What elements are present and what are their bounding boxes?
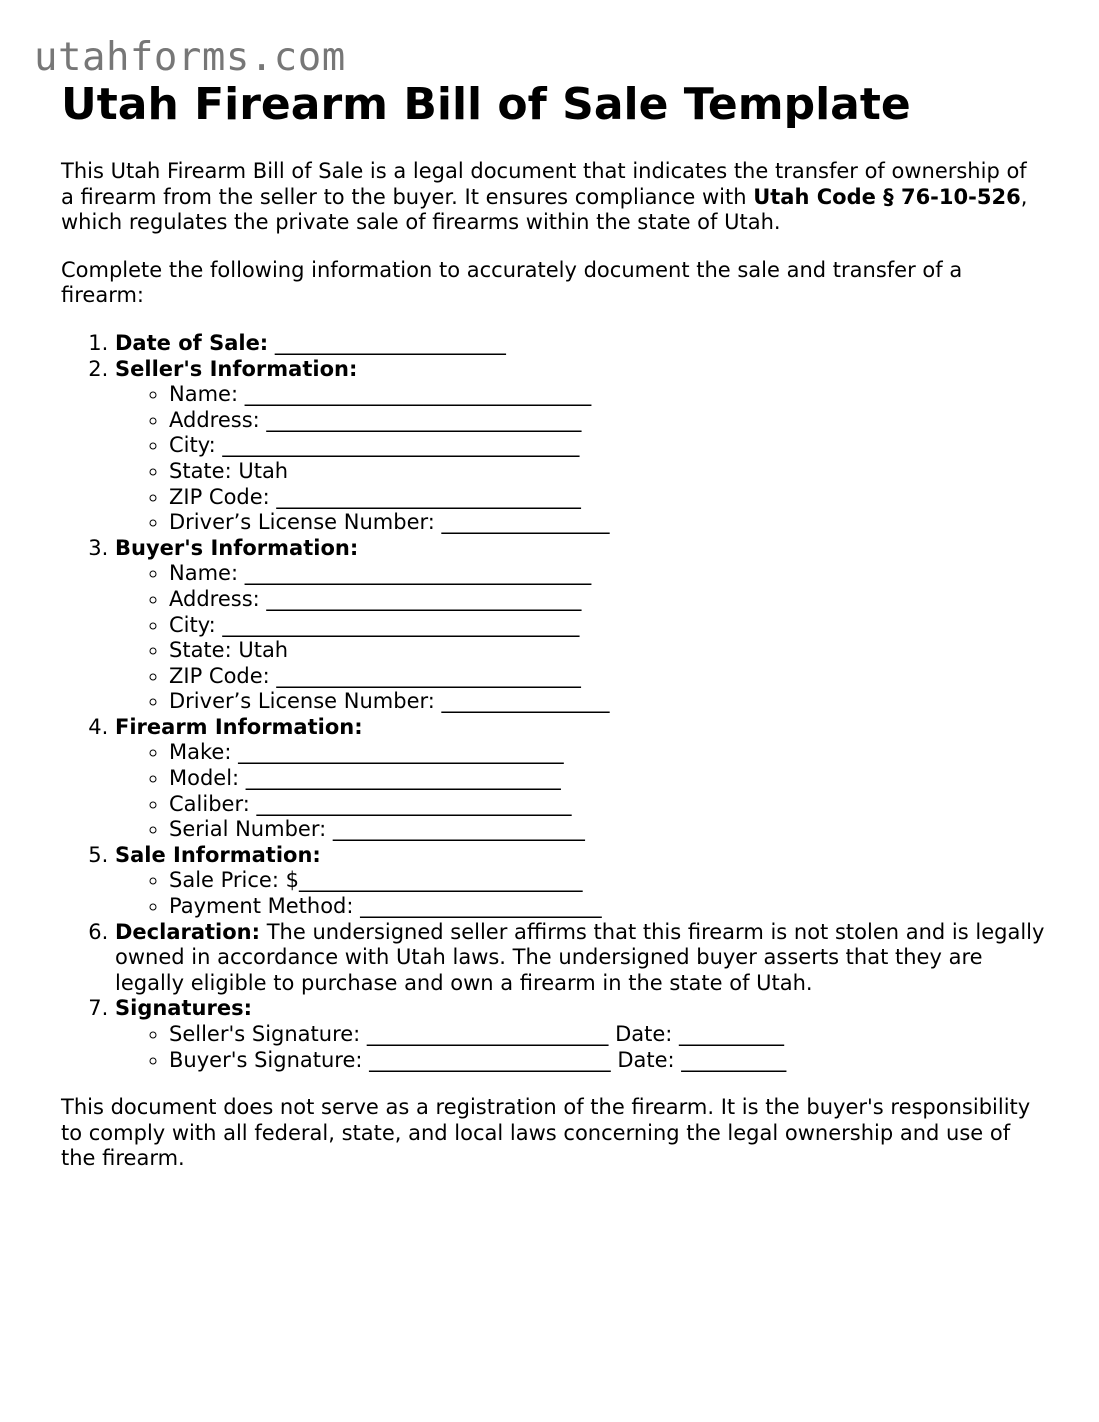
date-of-sale-label: Date of Sale: — [115, 330, 269, 355]
intro-text-2: , which regulates the private sale of firearms within the state of Utah. — [61, 184, 1028, 235]
seller-state-field: ◦ State: Utah — [169, 459, 1046, 485]
seller-name-field: ◦ Name: _________________________________ — [169, 382, 1046, 408]
footer-disclaimer: This document does not serve as a registration of the firearm. It is the buyer's responsibility to comply with all federal, state, and local laws concerning the legal ownership and use of the firearm. — [61, 1095, 1031, 1171]
firearm-serial-field: ◦ Serial Number: ________________________ — [169, 817, 1046, 843]
buyer-city-field: ◦ City: __________________________________ — [169, 613, 1046, 639]
site-watermark: utahforms.com — [34, 35, 346, 80]
section-declaration — [115, 920, 1046, 997]
section-sale-information — [115, 843, 1046, 920]
date-of-sale-field: ______________________ — [268, 330, 506, 355]
declaration-text: The undersigned seller affirms that this firearm is not stolen and is legally owned in accordance with Utah laws. The undersigned buyer asserts that they are legally eligible to purchase and own a firearm in the state of Utah. — [115, 919, 1045, 995]
intro-paragraph — [61, 159, 1046, 236]
section-seller-information — [115, 357, 1046, 536]
document-body — [61, 159, 1046, 1194]
seller-license-field: ◦ Driver’s License Number: ________________ — [169, 510, 1046, 536]
seller-information-heading: Seller's Information: — [115, 356, 358, 381]
firearm-information-heading: Firearm Information: — [115, 714, 363, 739]
seller-address-field: ◦ Address: ______________________________ — [169, 408, 1046, 434]
sale-fields-list — [115, 868, 1046, 919]
payment-method-field: ◦ Payment Method: _______________________ — [169, 894, 1046, 920]
buyer-information-heading: Buyer's Information: — [115, 535, 359, 560]
section-firearm-information — [115, 715, 1046, 843]
buyer-signature-field: ◦ Buyer's Signature: _______________________ Date: __________ — [169, 1048, 1046, 1074]
buyer-fields-list — [115, 561, 1046, 715]
firearm-fields-list — [115, 740, 1046, 842]
signatures-heading: Signatures: — [115, 996, 252, 1021]
signature-fields-list — [115, 1022, 1046, 1073]
sale-information-heading: Sale Information: — [115, 842, 321, 867]
section-date-of-sale — [115, 331, 1046, 357]
buyer-name-field: ◦ Name: _________________________________ — [169, 561, 1046, 587]
firearm-make-field: ◦ Make: _______________________________ — [169, 740, 1046, 766]
firearm-model-field: ◦ Model: ______________________________ — [169, 766, 1046, 792]
declaration-label: Declaration: — [115, 919, 261, 944]
section-signatures — [115, 996, 1046, 1073]
buyer-zip-field: ◦ ZIP Code: _____________________________ — [169, 664, 1046, 690]
intro-text-1: This Utah Firearm Bill of Sale is a legal document that indicates the transfer of ownership of a firearm from the seller to the buyer. It ensures compliance with — [61, 159, 1027, 209]
seller-fields-list — [115, 382, 1046, 536]
buyer-state-field: ◦ State: Utah — [169, 638, 1046, 664]
page-title: Utah Firearm Bill of Sale Template — [61, 79, 911, 130]
firearm-caliber-field: ◦ Caliber: ______________________________ — [169, 792, 1046, 818]
section-buyer-information — [115, 536, 1046, 715]
buyer-address-field: ◦ Address: ______________________________ — [169, 587, 1046, 613]
seller-zip-field: ◦ ZIP Code: _____________________________ — [169, 485, 1046, 511]
seller-city-field: ◦ City: __________________________________ — [169, 433, 1046, 459]
sale-price-field: ◦ Sale Price: $___________________________ — [169, 868, 1046, 894]
instruction-paragraph: Complete the following information to accurately document the sale and transfer of a firearm: — [61, 257, 963, 308]
utah-code-reference: Utah Code § 76-10-526 — [753, 184, 1021, 209]
buyer-license-field: ◦ Driver’s License Number: ________________ — [169, 689, 1046, 715]
form-sections-list — [61, 331, 1046, 1073]
seller-signature-field: ◦ Seller's Signature: _______________________ Date: __________ — [169, 1022, 1046, 1048]
